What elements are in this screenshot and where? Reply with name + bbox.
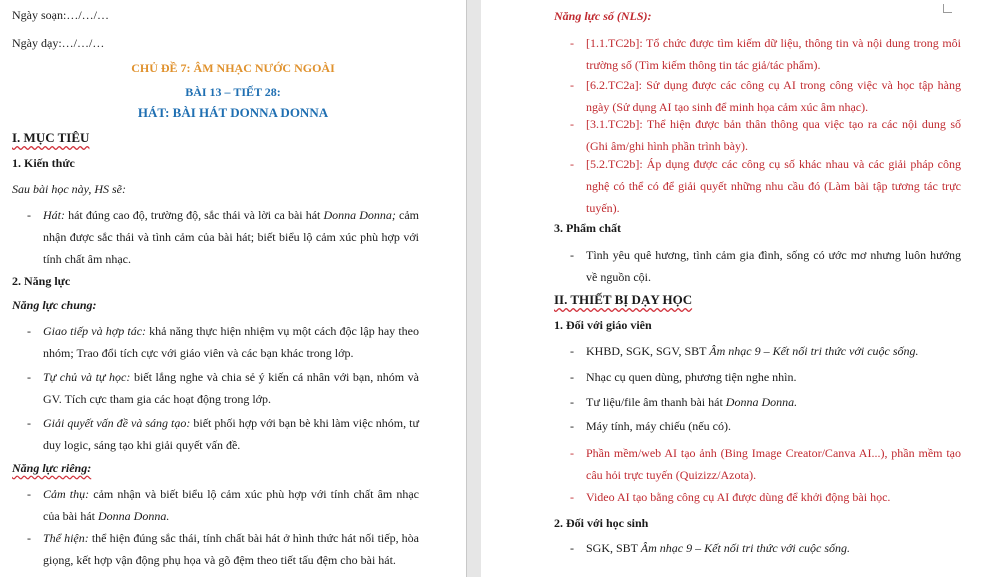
document-page-right <box>481 0 992 577</box>
list-item: - [6.2.TC2a]: Sử dụng được các công cụ AI trong công việc và học tập hàng ngày (Sử dụng AI tạo sinh để minh họa cảm xúc âm nhạc). <box>570 78 961 114</box>
list-item: - Thể hiện: thể hiện đúng sắc thái, tính chất bài hát ở hình thức hát nối tiếp, hòa giọng, kết hợp vận động phụ họa và gõ đệm theo tiết tấu đệm cho bài hát. <box>27 531 419 567</box>
teacher-heading: 1. Đối với giáo viên <box>554 318 652 332</box>
list-item: - Máy tính, máy chiếu (nếu có). <box>570 419 731 433</box>
list-item: - [5.2.TC2b]: Áp dụng được các công cụ số khác nhau và các giải pháp công nghệ có thể có để giải quyết những nhu cầu đó (Làm bài tập tương tác trực tuyến). <box>570 157 961 215</box>
list-item: - Phần mềm/web AI tạo ảnh (Bing Image Creator/Canva AI...), phần mềm tạo câu hỏi trực tuyến (Quizizz/Azota). <box>570 446 961 482</box>
list-item: - Nhạc cụ quen dùng, phương tiện nghe nhìn. <box>570 370 797 384</box>
list-item: - Cảm thụ: cảm nhận và biết biểu lộ cảm xúc phù hợp với tính chất âm nhạc của bài hát Donna Donna. <box>27 487 420 523</box>
page-corner-mark <box>943 4 952 13</box>
list-item: - Tự chủ và tự học: biết lắng nghe và chia sẻ ý kiến cá nhân với bạn, nhóm và GV. Tích cực tham gia các hoạt động trong lớp. <box>27 370 420 406</box>
section-2-heading: II. THIẾT BỊ DẠY HỌC <box>554 292 693 307</box>
list-item: - Hát: hát đúng cao độ, trường độ, sắc thái và lời ca bài hát Donna Donna; cảm nhận được sắc thái và tình cảm của bài hát; biết biểu lộ cảm xúc phù hợp với tính chất âm nhạc. <box>27 208 420 266</box>
lesson-title: BÀI 13 – TIẾT 28: <box>185 85 281 99</box>
prep-date: Ngày soạn:…/…/… <box>12 8 109 22</box>
list-item: - KHBD, SGK, SGV, SBT Âm nhạc 9 – Kết nối tri thức với cuộc sống. <box>570 344 919 358</box>
digital-ability-heading: Năng lực số (NLS): <box>554 9 652 23</box>
quality-heading: 3. Phẩm chất <box>554 221 621 235</box>
specific-ability-heading: Năng lực riêng: <box>12 461 92 475</box>
topic-title: CHỦ ĐỀ 7: ÂM NHẠC NƯỚC NGOÀI <box>131 61 335 75</box>
teach-date: Ngày dạy:…/…/… <box>12 36 105 50</box>
general-ability-heading: Năng lực chung: <box>12 298 97 312</box>
list-item: - Video AI tạo bằng công cụ AI được dùng để khởi động bài học. <box>570 490 891 504</box>
knowledge-intro: Sau bài học này, HS sẽ: <box>12 182 126 196</box>
list-item: - Giao tiếp và hợp tác: khả năng thực hiện nhiệm vụ một cách độc lập hay theo nhóm; Trao đổi tích cực với giáo viên và các bạn khác trong lớp. <box>27 324 419 360</box>
section-1-heading: I. MỤC TIÊU <box>12 130 90 145</box>
list-item: - SGK, SBT Âm nhạc 9 – Kết nối tri thức với cuộc sống. <box>570 541 851 555</box>
list-item: - Tư liệu/file âm thanh bài hát Donna Donna. <box>570 395 798 409</box>
list-item: - Giải quyết vấn đề và sáng tạo: biết phối hợp với bạn bè khi làm việc nhóm, tư duy logic, sáng tạo khi giải quyết vấn đề. <box>27 416 419 452</box>
song-title: HÁT: BÀI HÁT DONNA DONNA <box>137 105 329 120</box>
document-page-left <box>0 0 466 577</box>
list-item: - [1.1.TC2b]: Tổ chức được tìm kiếm dữ liệu, thông tin và nội dung trong môi trường số (Tìm kiếm thông tin tác giả/tác phẩm). <box>570 36 961 72</box>
list-item: - [3.1.TC2b]: Thể hiện được bản thân thông qua việc tạo ra các nội dung số (Ghi âm/ghi hình phần trình bày). <box>570 117 961 153</box>
student-heading: 2. Đối với học sinh <box>554 516 649 530</box>
list-item: - Tình yêu quê hương, tình cảm gia đình, sống có ước mơ nhưng luôn hướng về nguồn cội. <box>570 248 961 284</box>
page-divider <box>466 0 467 577</box>
knowledge-heading: 1. Kiến thức <box>12 156 75 170</box>
ability-heading: 2. Năng lực <box>12 274 71 288</box>
